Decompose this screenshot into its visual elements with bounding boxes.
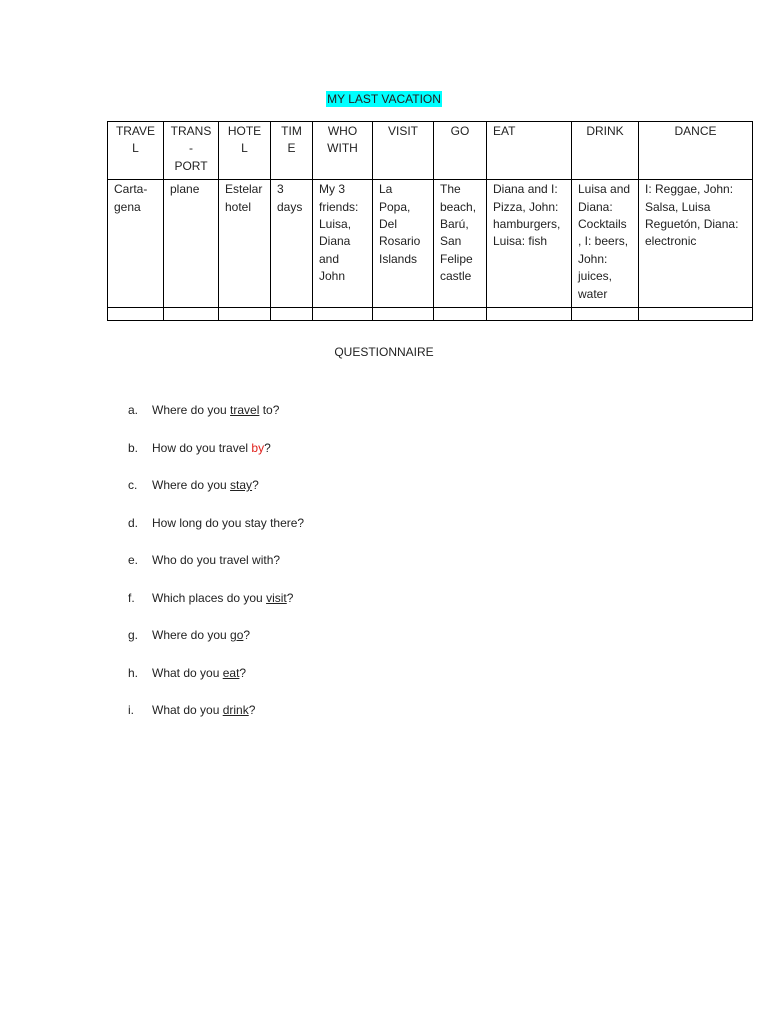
cell-line: Luisa: fish bbox=[493, 234, 548, 249]
question-keyword: stay bbox=[230, 478, 253, 492]
question-marker: e. bbox=[128, 553, 139, 567]
table-header-row bbox=[108, 122, 753, 180]
header-cell bbox=[313, 122, 373, 180]
cell-line: Luisa, bbox=[319, 217, 352, 232]
cell-line: and bbox=[319, 251, 340, 266]
table-cell bbox=[271, 180, 313, 308]
question-item bbox=[128, 475, 304, 513]
question-marker: c. bbox=[128, 478, 138, 492]
cell-line: VISIT bbox=[387, 124, 418, 138]
cell-line: San bbox=[440, 234, 462, 249]
question-text: What do you bbox=[152, 665, 223, 680]
cell-line: Felipe bbox=[440, 251, 473, 266]
cell-line: EAT bbox=[493, 124, 516, 138]
question-text: How do you travel bbox=[152, 440, 252, 455]
table-cell bbox=[434, 180, 487, 308]
question-text-end: ? bbox=[243, 628, 251, 642]
table-cell bbox=[487, 180, 572, 308]
cell-line: WHO bbox=[327, 124, 358, 138]
cell-line: La Popa, bbox=[379, 182, 411, 214]
cell-line: Pizza, John: bbox=[493, 199, 559, 214]
cell-line: Diana and I: bbox=[493, 182, 558, 197]
question-marker: g. bbox=[128, 628, 139, 642]
question-item bbox=[128, 625, 304, 663]
empty-cell bbox=[373, 308, 434, 321]
question-marker: h. bbox=[128, 665, 139, 680]
question-keyword: visit bbox=[266, 590, 287, 605]
cell-line: 3 bbox=[277, 182, 284, 197]
header-cell bbox=[219, 122, 271, 180]
question-text-end: ? bbox=[248, 703, 256, 717]
table-cell bbox=[164, 180, 219, 308]
question-text-end: ? bbox=[286, 590, 294, 605]
question-text: What do you bbox=[152, 703, 223, 717]
question-text-end: ? bbox=[252, 478, 259, 492]
table-row bbox=[108, 180, 753, 308]
cell-line: castle bbox=[440, 269, 472, 284]
cell-line: My 3 bbox=[319, 182, 346, 197]
question-marker: f. bbox=[128, 590, 135, 605]
cell-line: HOTEL bbox=[227, 124, 262, 156]
header-cell bbox=[639, 122, 753, 180]
question-marker: a. bbox=[128, 403, 139, 417]
cell-line: DANCE bbox=[674, 124, 717, 138]
cell-line: , I: beers, bbox=[578, 234, 629, 249]
question-text-end: ? bbox=[264, 440, 271, 455]
question-keyword: by bbox=[251, 440, 265, 455]
question-keyword: travel bbox=[230, 403, 260, 417]
question-marker: d. bbox=[128, 515, 139, 530]
cell-line: days bbox=[277, 199, 303, 214]
table-cell bbox=[108, 180, 164, 308]
cell-line: E bbox=[287, 141, 296, 156]
table-cell bbox=[219, 180, 271, 308]
cell-line: Del bbox=[379, 217, 398, 232]
header-cell bbox=[572, 122, 639, 180]
vacation-table bbox=[107, 121, 753, 321]
header-cell bbox=[434, 122, 487, 180]
empty-cell bbox=[164, 308, 219, 321]
cell-line: juices, bbox=[578, 269, 613, 284]
question-text-end: ? bbox=[239, 665, 247, 680]
empty-cell bbox=[572, 308, 639, 321]
cell-line: hotel bbox=[225, 199, 252, 214]
question-text-end: to? bbox=[259, 403, 280, 417]
question-keyword: go bbox=[230, 628, 244, 642]
header-cell bbox=[164, 122, 219, 180]
question-item bbox=[128, 550, 304, 588]
cell-line: GO bbox=[450, 124, 470, 138]
empty-cell bbox=[271, 308, 313, 321]
cell-line: TIM bbox=[281, 124, 302, 138]
question-marker: i. bbox=[128, 703, 134, 717]
table-cell bbox=[639, 180, 753, 308]
cell-line: DRINK bbox=[586, 124, 624, 138]
question-item bbox=[128, 663, 304, 701]
question-text: Where do you bbox=[152, 403, 231, 417]
cell-line: electronic bbox=[645, 234, 697, 249]
header-cell bbox=[271, 122, 313, 180]
header-cell bbox=[487, 122, 572, 180]
question-item bbox=[128, 438, 304, 476]
cell-line: Diana: bbox=[578, 199, 613, 214]
cell-line: I: Reggae, John: bbox=[645, 182, 734, 197]
cell-line: John bbox=[319, 269, 346, 284]
cell-line: beach, bbox=[440, 199, 477, 214]
cell-line: gena bbox=[114, 199, 141, 214]
question-list bbox=[128, 400, 304, 738]
cell-line: Barú, bbox=[440, 217, 469, 232]
cell-line: friends: bbox=[319, 199, 359, 214]
question-text: Which places do you bbox=[152, 590, 267, 605]
cell-line: Islands bbox=[379, 251, 418, 266]
cell-line: Estelar bbox=[225, 182, 263, 197]
question-text: Where do you bbox=[152, 628, 231, 642]
cell-line: Luisa and bbox=[578, 182, 631, 197]
question-keyword: eat bbox=[222, 665, 240, 680]
cell-line: hamburgers, bbox=[493, 217, 561, 232]
cell-line: WITH bbox=[327, 141, 358, 156]
question-marker: b. bbox=[128, 440, 139, 455]
empty-cell bbox=[639, 308, 753, 321]
page-title bbox=[0, 92, 768, 106]
cell-line: Diana bbox=[319, 234, 351, 249]
question-item bbox=[128, 700, 304, 738]
question-item bbox=[128, 588, 304, 626]
cell-line: Reguetón, Diana: bbox=[645, 217, 739, 232]
question-keyword: drink bbox=[222, 703, 249, 717]
cell-line: John: bbox=[578, 251, 608, 266]
question-item bbox=[128, 400, 304, 438]
cell-line: The bbox=[440, 182, 461, 197]
question-text: Where do you bbox=[152, 478, 231, 492]
cell-line: Cocktails bbox=[578, 217, 627, 232]
cell-line: TRANS bbox=[170, 124, 212, 138]
question-item bbox=[128, 513, 304, 551]
empty-cell bbox=[108, 308, 164, 321]
cell-line: TRAVEL bbox=[115, 124, 156, 156]
title-highlight: MY LAST VACATION bbox=[327, 92, 441, 106]
header-cell bbox=[373, 122, 434, 180]
question-text: Who do you travel with? bbox=[152, 553, 281, 567]
empty-cell bbox=[219, 308, 271, 321]
cell-line: PORT bbox=[174, 158, 208, 173]
questionnaire-title: QUESTIONNAIRE bbox=[334, 345, 434, 359]
table-cell bbox=[373, 180, 434, 308]
empty-cell bbox=[434, 308, 487, 321]
table-empty-row bbox=[108, 308, 753, 321]
table-cell bbox=[572, 180, 639, 308]
question-text: How long do you stay there? bbox=[152, 515, 305, 530]
cell-line: Salsa, Luisa bbox=[645, 199, 711, 214]
header-cell bbox=[108, 122, 164, 180]
cell-line: - bbox=[189, 141, 193, 156]
cell-line: water bbox=[578, 286, 608, 301]
empty-cell bbox=[313, 308, 373, 321]
table-cell bbox=[313, 180, 373, 308]
cell-line: Rosario bbox=[379, 234, 421, 249]
empty-cell bbox=[487, 308, 572, 321]
cell-line: plane bbox=[170, 182, 200, 197]
cell-line: Carta- bbox=[114, 182, 148, 197]
